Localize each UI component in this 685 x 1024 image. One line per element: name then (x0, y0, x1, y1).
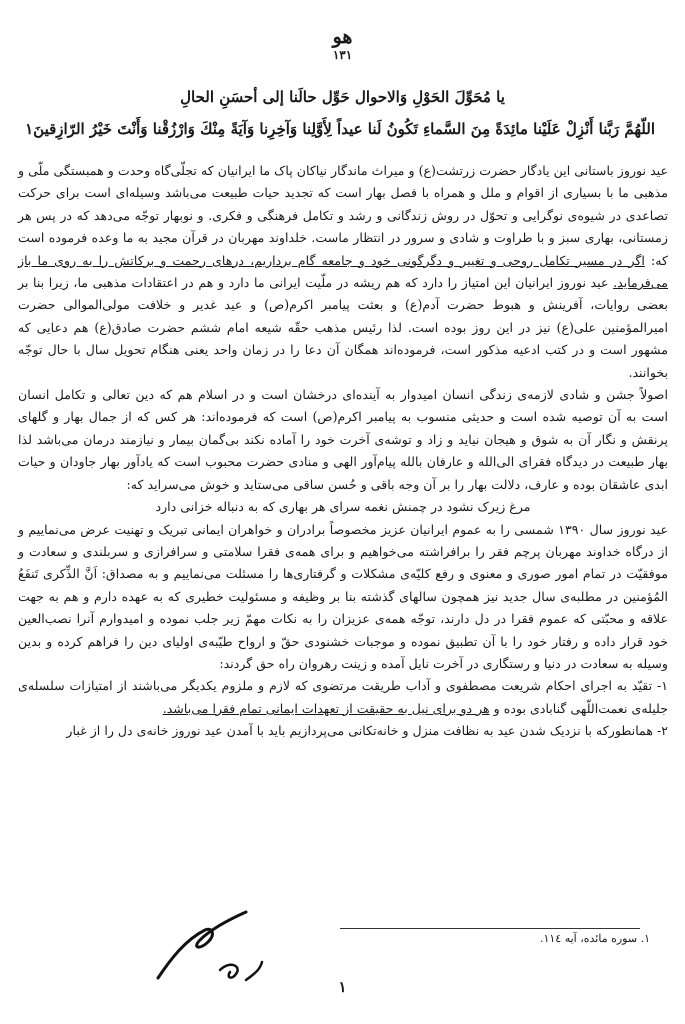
poem-verse: مرغ زیرک نشود در چمنش نغمه سرای هر بهاری که به دنباله خزانی دارد (155, 499, 531, 515)
list-item-1 (18, 675, 668, 720)
list-item-1-start: ۱- تقیّد به اجرای احکام شریعت مصطفوی و آداب طریقت مرتضوی که لازم و ملزوم یکدیگر می‌باشند از امتیازات سلسله‌ی جلیله‌ی نعمت‌اللّهی گنابادی بوده و (18, 678, 668, 716)
calligraphy-heading: هو (332, 26, 353, 48)
paragraph-3: عید نوروز سال ۱۳۹۰ شمسی را به عموم ایرانیان عزیز مخصوصاً برادران و خواهران ایمانی تبریک و تهنیت عرض می‌نماییم و از درگاه خداوند مهربان پرچم فقر را برافراشته می‌خواهیم و برای همه‌ی فقرا سلامتی و سرافرازی و سربلندی و سعادت و موفقیّت در تمام امور صوری و معنوی و رفع کلیّه‌ی مشکلات و گرفتاری‌ها را مسئلت می‌نماییم و به مصداق: اَنَّ الذِّکری تَنفَعُ المُؤمنین در مطلبه‌ی سال جدید نیز همچون سالهای گذشته بنا بر وظیفه و مسئولیت خطیری که به عهده دارم و هم به جهت علاقه و محبّتی که عموم فقرا در دل دارند، توجّه همه‌ی عزیزان را به نکات مهمّ زیر جلب نموده و امیدوارم آنرا نصب‌العین خود قرار داده و رفتار خود را با آن تطبیق نموده و موجبات خشنودی حقّ و ارواح طیّبه‌ی اولیای دین را فراهم کرده و بدین وسیله به سعادت در دنیا و رستگاری در آخرت نایل آمده و زینت رهروان راه حق گردند: (18, 521, 668, 671)
list-item-2: ۲- همانطورکه با نزدیک شدن عید به نظافت منزل و خانه‌تکانی می‌پردازیم باید با آمدن عید نوروز خانه‌ی دل را از غبار (66, 723, 668, 739)
page-number-top: ١٣١ (332, 48, 353, 62)
list-item-1-underlined: هر دو برای نیل به حقیقت از تعهدات ایمانی تمام فقرا می‌باشد. (162, 700, 490, 716)
footnote: ١. سوره مائده، آیه ١١٤. (539, 932, 650, 945)
handwritten-signature (150, 900, 300, 990)
footnote-rule (340, 928, 640, 929)
paragraph-1-start: عید نوروز باستانی این یادگار حضرت زرتشت(ع) و میراث ماندگار نیاکان پاک ما ایرانیان که تجلّی‌گاه وحدت و همبستگی ملّی و مذهبی ما با بسیاری از اقوام و ملل و همراه با فصل بهار است که تجدید حیات طبیعت می‌باشد وسیله‌ای است برای حرکت تصاعدی در شیوه‌ی نوگرایی و تحوّل در روش زندگانی و رشد و تکامل فرهنگی و فکری. و نوبهار توجّه می‌دهد که در پس هر زمستانی، بهاری سبز و با طراوت و شادی و سرور در انتظار ماست. خلداوند مهربان در قرآن مجید به ما وعده فرموده است که: (18, 163, 669, 268)
verse-line-2: اللّهُمَّ رَبَّنا أَنْزِلْ عَلَيْنا مائِدَةً مِنَ السَّماءِ تَكُونُ لَنا عيداً لِأَوَّلِنا وَآخِرِنا وَآيَةً مِنْكَ وَارْزُقْنا وَأَنْتَ خَيْرُ الرّازِقينَ١ (25, 120, 655, 138)
paragraph-2: اصولاً جشن و شادی لازمه‌ی زندگی انسان امیدوار به آینده‌ای درخشان است و در اسلام هم که دین تعالی و تکامل انسان است به آن توصیه شده است و حدیثی منسوب به پیامبر اکرم(ص) است که فرموده‌اند: هر کس که از جمال بهار و گلهای پرنقش و نگار آن به شوق و هیجان نیاید و زاد و توشه‌ی آخرت خود را آماده نکند بی‌گمان بیمار و نیازمند درمان می‌باشد لذا بهار طبیعت در دیدگاه فقرای الی‌الله و عارفان بالله پیام‌آور الهی و منادی حضرت محبوب است که یادآور بهار جاودان و حیات ابدی عاشقان بوده و عارف، دلالت بهار را بر آن وجه باقی و حُسن ساقی می‌ستاید و خوش می‌سراید که: (18, 387, 668, 492)
page-number-bottom: ١ (338, 978, 347, 996)
underlined-quote: اگر در مسیر تکامل روحی و تغییر و دگرگونی خود و جامعه گام برداریم، درهای رحمت و برکاتش را به روی ما باز می‌فرماید. (18, 252, 668, 291)
document-body (18, 160, 668, 743)
verse-line-1: يا مُحَوِّلَ الحَوْلِ وَالاحوال حَوِّل حالَنا إلى أحسَنِ الحالِ (180, 88, 505, 106)
paragraph-1-end: عید نوروز ایرانیان این امتیاز را دارد که هم ریشه در ملّیت ایرانی ما دارد و هم در اعتقادات مذهبی ما، زیرا بنا بر بعضی روایات، آفرینش و هبوط حضرت آدم(ع) و بعثت پیامبر اکرم(ص) و عید غدیر و خلافت مولی‌الموالی حضرت امیرالمؤمنین علی(ع) نیز در این روز بوده است. لذا رئیس مذهب حقّه شیعه امام ششم حضرت صادق(ع) هم دعایی که مشهور است و در کتب ادعیه مذکور است، فرموده‌اند همگان آن دعا را در زمان واحد یعنی هنگام تحویل سال با حال توجّه بخوانند. (18, 275, 668, 380)
paragraph-1 (18, 160, 668, 384)
